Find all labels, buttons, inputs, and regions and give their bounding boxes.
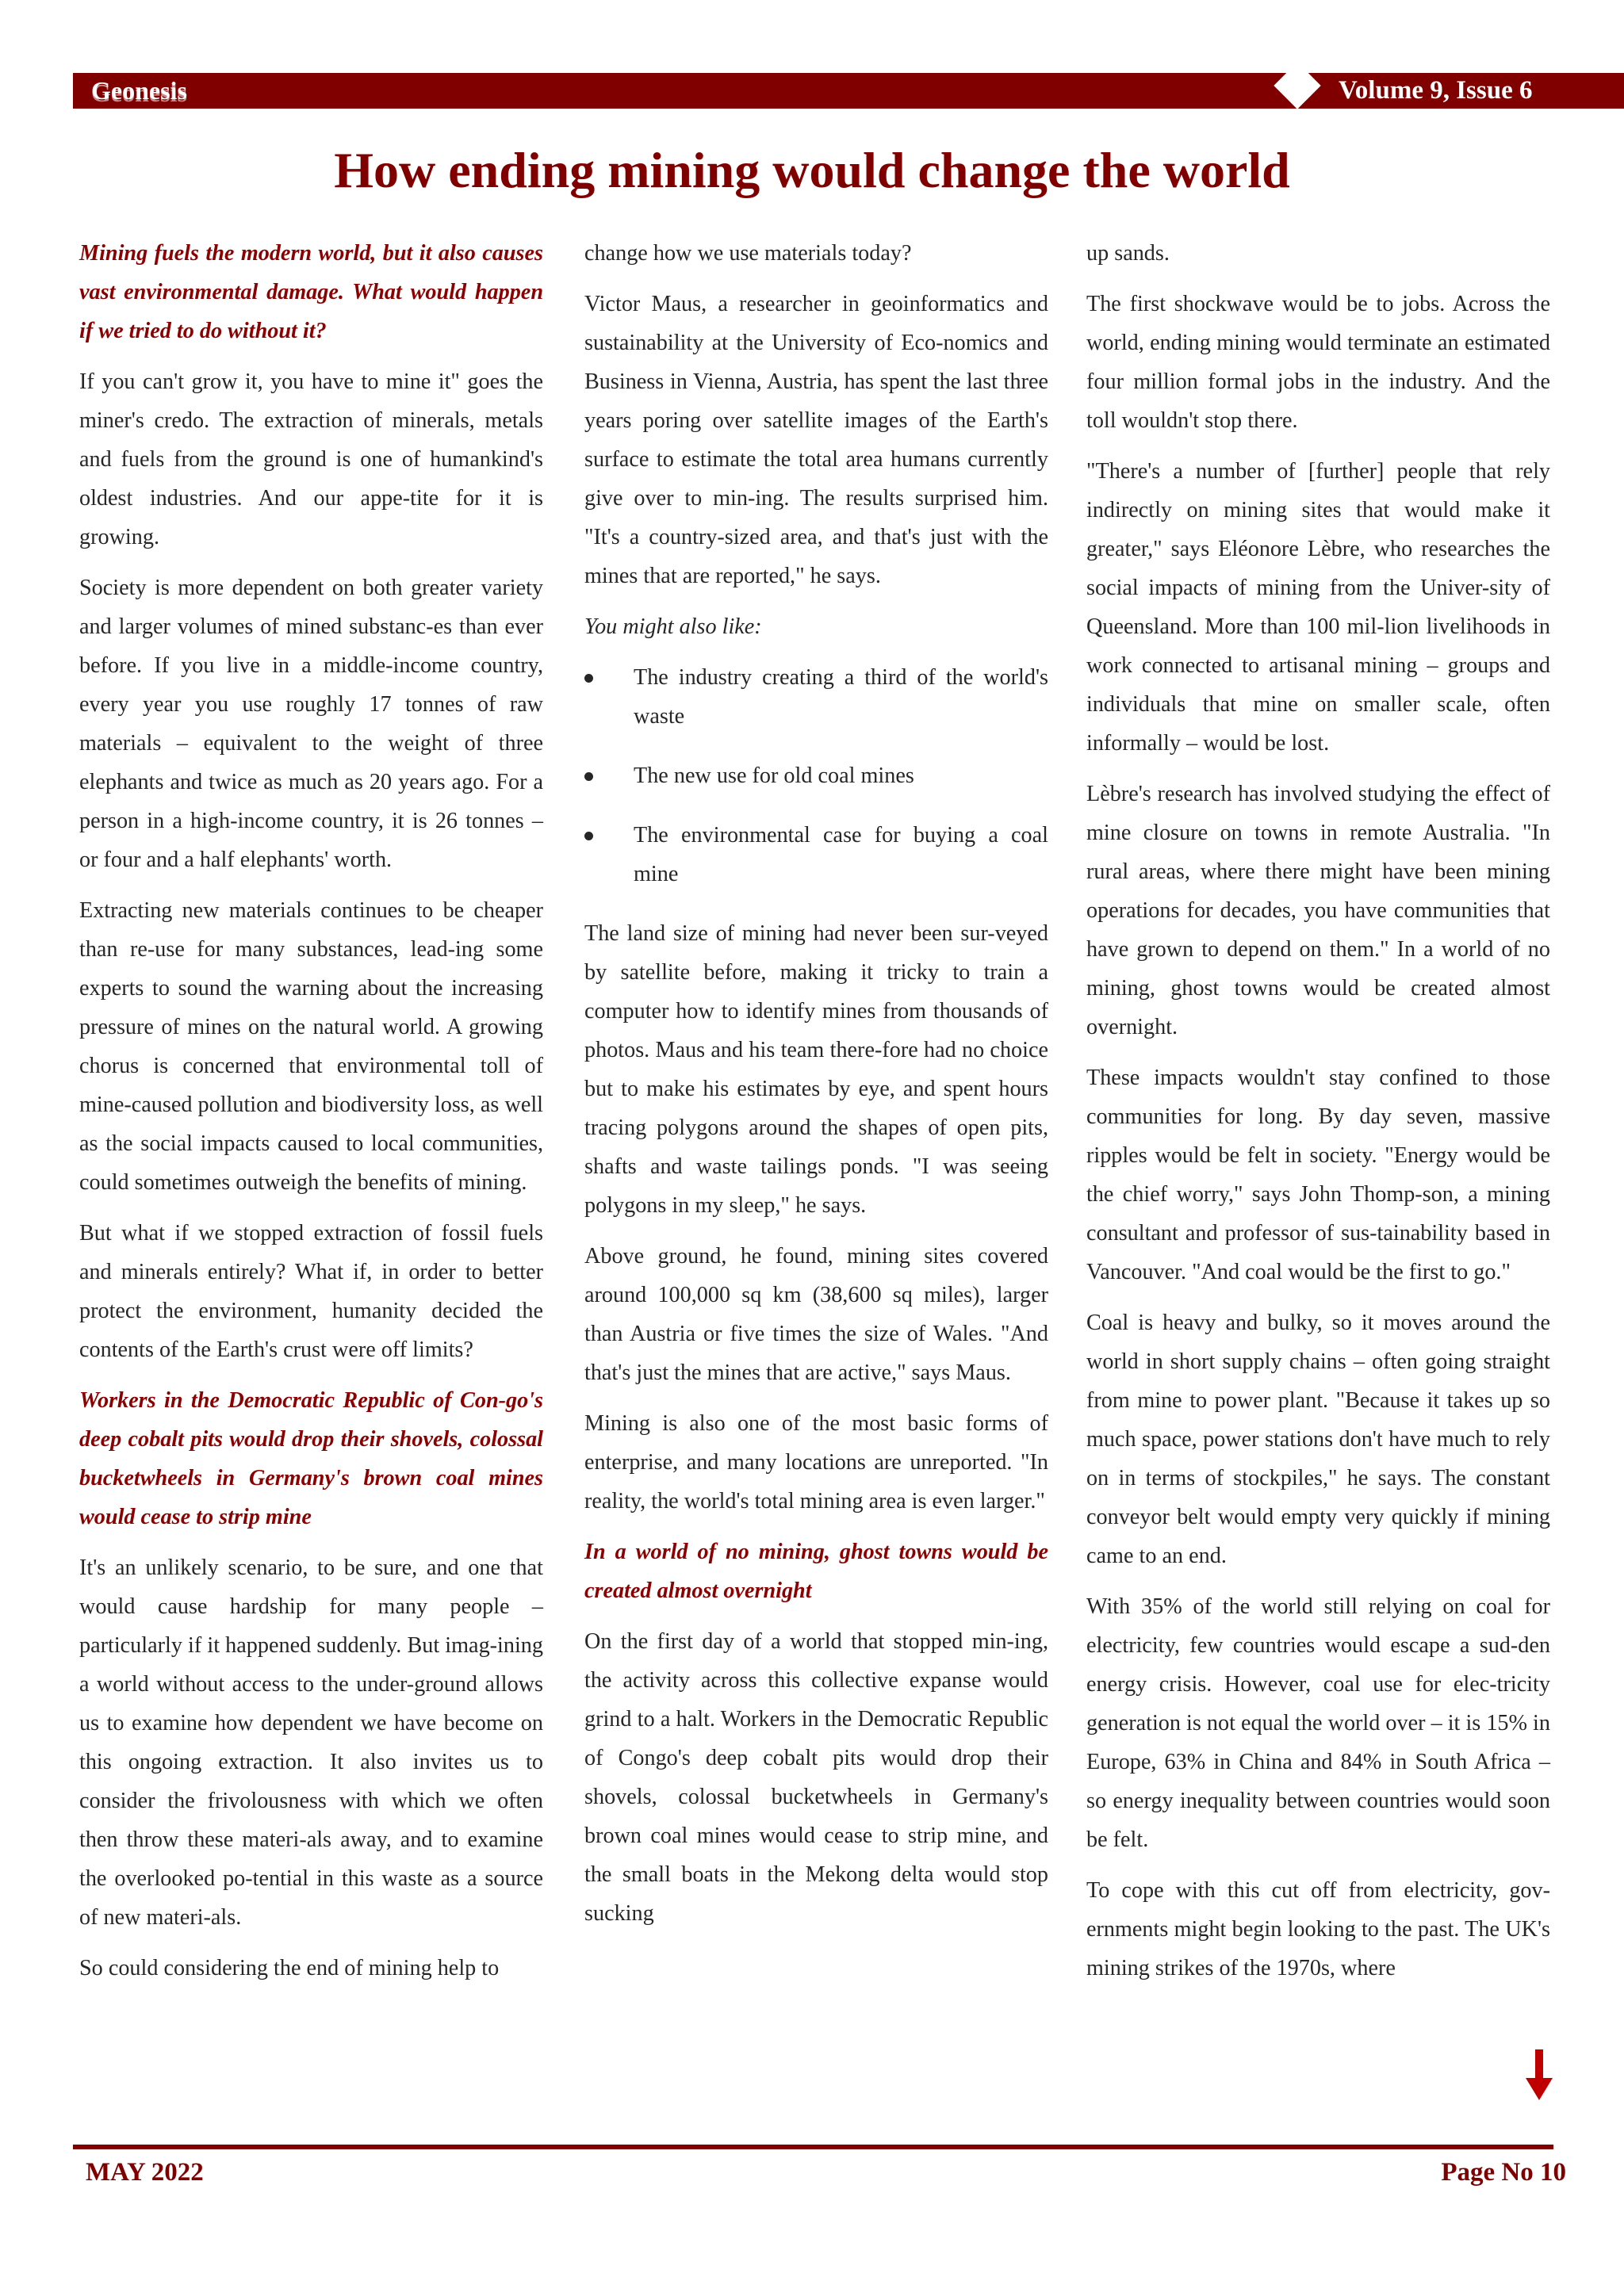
- bullet-icon: [584, 832, 593, 840]
- related-list: [584, 658, 1048, 894]
- paragraph: The first shockwave would be to jobs. Across the world, ending mining would terminate an estimated four million formal jobs in the industry. And the toll wouldn't stop there.: [1086, 292, 1550, 433]
- paragraph: Extracting new materials continues to be cheaper than re-use for many substances, lead-ing some experts to sound the warning about the increasing pressure of mines on the natural world. A growing chorus is concerned that environmental toll of mine-caused pollution and biodiversity loss, as well as the social impacts caused to local communities, could sometimes outweigh the benefits of mining.: [79, 898, 543, 1195]
- paragraph: Mining is also one of the most basic forms of enterprise, and many locations are unreported. "In reality, the world's total mining area is even larger.": [584, 1411, 1048, 1513]
- paragraph: Victor Maus, a researcher in geoinformatics and sustainability at the University of Eco-nomics and Business in Vienna, Austria, has spent the last three years poring over satellite images of the Earth's surface to estimate the total area humans currently give over to min-ing. The results surprised him. "It's a country-sized area, and that's just with the mines that are reported," he says.: [584, 292, 1048, 588]
- paragraph: "There's a number of [further] people that rely indirectly on mining sites that would make it greater," says Eléonore Lèbre, who researches the social impacts of mining from the Univer-sity of Queensland. More than 100 mil-lion livelihoods in work connected to artisanal mining – groups and individuals that mine on smaller scale, often informally – would be lost.: [1086, 459, 1550, 756]
- paragraph: With 35% of the world still relying on coal for electricity, few countries would escape a sud-den energy crisis. However, coal use for elec-tricity generation is not equal the world over – it is 15% in Europe, 63% in China and 84% in South Africa – so energy inequality between countries would soon be felt.: [1086, 1594, 1550, 1852]
- paragraph: Coal is heavy and bulky, so it moves around the world in short supply chains – often going straight from mine to power plant. "Because it takes up so much space, power stations don't have much to rely on in terms of stockpiles," he says. The constant conveyor belt would empty very quickly if mining came to an end.: [1086, 1311, 1550, 1568]
- subheading: Workers in the Democratic Republic of Con-go's deep cobalt pits would drop their shovels, colossal bucketwheels in Germany's brown coal mines would cease to strip mine: [79, 1388, 543, 1529]
- page-number: Page No 10: [1441, 2158, 1566, 2187]
- paragraph: If you can't grow it, you have to mine it" goes the miner's credo. The extraction of minerals, metals and fuels from the ground is one of humankind's oldest industries. And our appe-tite for it is growing.: [79, 369, 543, 549]
- paragraph: The land size of mining had never been sur-veyed by satellite before, making it tricky to train a computer how to identify mines from thousands of photos. Maus and his team there-fore had no choice but to make his estimates by eye, and spent hours tracing polygons around the shapes of open pits, shafts and waste tailings ponds. "I was seeing polygons in my sleep," he says.: [584, 921, 1048, 1218]
- paragraph: These impacts wouldn't stay confined to those communities for long. By day seven, massive ripples would be felt in society. "Energy would be the chief worry," says John Thomp-son, a mining consultant and professor of sus-tainability based in Vancouver. "And coal would be the first to go.": [1086, 1066, 1550, 1284]
- paragraph: change how we use materials today?: [584, 241, 912, 266]
- related-link[interactable]: [584, 756, 1048, 795]
- paragraph: up sands.: [1086, 241, 1170, 266]
- subheading: In a world of no mining, ghost towns would be created almost overnight: [584, 1540, 1048, 1603]
- related-link[interactable]: [584, 658, 1048, 736]
- article-title: How ending mining would change the world: [334, 142, 1290, 198]
- related-link-label: The environmental case for buying a coal mine: [634, 823, 1048, 886]
- related-link-label: The industry creating a third of the world's waste: [634, 665, 1048, 729]
- paragraph: It's an unlikely scenario, to be sure, and one that would cause hardship for many people – particularly if it happened suddenly. But imag-ining a world without access to the under-ground allows us to examine how dependent we have become on this ongoing extraction. It also invites us to consider the frivolousness with which we often then throw these materi-als away, and to examine the overlooked po-tential in this waste as a source of new materi-als.: [79, 1556, 543, 1930]
- paragraph: Above ground, he found, mining sites covered around 100,000 sq km (38,600 sq miles), larger than Austria or five times the size of Wales. "And that's just the mines that are active," says Maus.: [584, 1244, 1048, 1385]
- paragraph: Society is more dependent on both greater variety and larger volumes of mined substanc-es than ever before. If you live in a middle-income country, every year you use roughly 17 tonnes of raw materials – equivalent to the weight of three elephants and twice as much as 20 years ago. For a person in a high-income country, it is 26 tonnes – or four and a half elephants' worth.: [79, 576, 543, 872]
- footer-date: MAY 2022: [86, 2158, 204, 2187]
- bullet-icon: [584, 674, 593, 683]
- bullet-icon: [584, 772, 593, 781]
- column-1: [79, 234, 543, 1999]
- related-link[interactable]: [584, 816, 1048, 894]
- paragraph: Lèbre's research has involved studying the effect of mine closure on towns in remote Australia. "In rural areas, where there might have been mining operations for decades, you have communities that have grown to depend on them." In a world of no mining, ghost towns would be created almost overnight.: [1086, 782, 1550, 1039]
- article-lead: Mining fuels the modern world, but it also causes vast environmental damage. What would happen if we tried to do without it?: [79, 241, 543, 343]
- paragraph: To cope with this cut off from electricity, gov-ernments might begin looking to the past. The UK's mining strikes of the 1970s, where: [1086, 1878, 1550, 1980]
- brand-name: Geonesis: [91, 76, 187, 105]
- paragraph: So could considering the end of mining help to: [79, 1956, 500, 1980]
- issue-label: Volume 9, Issue 6: [1339, 76, 1533, 105]
- footer-rule: [73, 2145, 1553, 2149]
- column-2: [584, 234, 1048, 1945]
- paragraph: But what if we stopped extraction of fossil fuels and minerals entirely? What if, in order to better protect the environment, humanity decided the contents of the Earth's crust were off limits?: [79, 1221, 543, 1362]
- related-heading: You might also like:: [584, 614, 762, 639]
- arrow-down-icon: [1526, 2049, 1553, 2100]
- paragraph: On the first day of a world that stopped min-ing, the activity across this collective expanse would grind to a halt. Workers in the Democratic Republic of Congo's deep cobalt pits would drop their shovels, colossal bucketwheels in Germany's brown coal mines would cease to strip mine, and the small boats in the Mekong delta would stop sucking: [584, 1629, 1048, 1926]
- column-3: [1086, 234, 1550, 1999]
- related-link-label: The new use for old coal mines: [634, 763, 914, 788]
